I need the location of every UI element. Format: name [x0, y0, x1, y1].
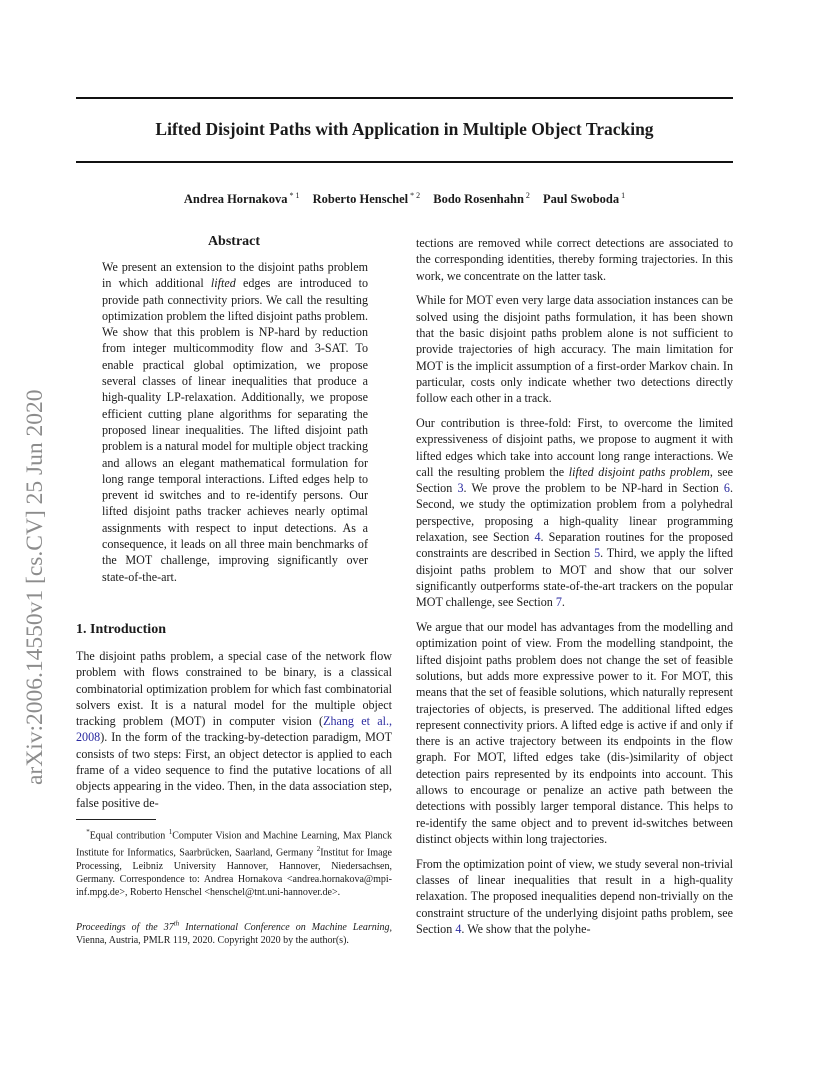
title-rule-bottom: [76, 161, 733, 163]
section-link[interactable]: 4: [455, 921, 462, 936]
section-link[interactable]: 3: [457, 481, 464, 496]
section-link[interactable]: 4: [534, 530, 541, 545]
body-paragraph: While for MOT even very large data association instances can be solved using the disjoint paths formulation, it has been shown that the basic disjoint paths problem alone is not sufficient to provide trajectories of high accuracy. The main limitation for MOT is the implicit assumption of a first-order Markov chain. In particular, costs only indicate whether two detections directly follow each other in a track.: [416, 293, 733, 406]
section-link[interactable]: 6: [723, 481, 730, 496]
author-affiliation: * 1: [289, 191, 300, 200]
title-rule-top: [76, 97, 733, 99]
abstract-text: We present an extension to the disjoint paths problem in which additional lifted edges are introduced to provide path connectivity priors. We call the resulting optimization problem the lifted disjoint paths problem. We show that this problem is NP-hard by reduction from integer multicommodity flow and 3-SAT. To enable practical global optimization, we propose several classes of linear inequalities that produce a high-quality LP-relaxation. Additionally, we propose efficient cutting plane algorithms for separating the proposed linear inequalities. The lifted disjoint path problem is a natural model for multiple object tracking and allows an elegant mathematical formulation for long range temporal interactions. Lifted edges help to prevent id switches and to re-identify persons. Our lifted disjoint paths tracker achieves nearly optimal assignments with respect to input detections. As a consequence, it leads on all three main benchmarks of the MOT challenge, improving significantly over state-of-the-art.: [102, 260, 368, 584]
author-affiliation: * 2: [410, 191, 421, 200]
abstract-heading: Abstract: [207, 234, 261, 249]
author-name: Andrea Hornakova: [183, 192, 288, 206]
contribution-paragraph: Our contribution is three-fold: First, to overcome the limited expressiveness of disjoint paths, we propose to augment it with lifted edges which take into account long range interactions. We call the resulting problem the lifted disjoint paths problem, see Section 3. We prove the problem to be NP-hard in Section 6. Second, we study the optimization problem from a polyhedral perspective, proposing a high-quality linear programming relaxation, see Section 4. Separation routines for the proposed constraints are described in Section 5. Third, we apply the lifted disjoint paths problem to MOT and show that our solver significantly outperforms state-of-the-art trackers on the popular MOT challenge, see Section 7.: [416, 415, 734, 610]
author-4: [543, 192, 625, 206]
intro-paragraph: The disjoint paths problem, a special case of the network flow problem with flows constrained to be binary, is a classical combinatorial optimization problem for which fast combinatorial solvers exist. It is a natural model for the multiple object tracking problem (MOT) in computer vision (Zhang et al., 2008). In the form of the tracking-by-detection paradigm, MOT consists of two steps: First, an object detector is applied to each frame of a video sequence to find the putative locations of all objects appearing in the video. Then, in the data association step, false positive de-: [76, 648, 392, 810]
author-affiliation: 2: [525, 191, 530, 200]
body-paragraph: We argue that our model has advantages from the modelling and optimization point of view. From the modelling standpoint, the lifted disjoint paths problem does not change the set of feasible solutions, but adds more expressive power to it. For MOT, this means that the set of feasible solutions, which naturally represent trajectories of objects, is preserved. The additional lifted edges represent connectivity priors. A lifted edge is active if and only if there is an active trajectory between its endpoints in the flow graph. For MOT, lifted edges take (dis-)similarity of object detection pairs represented by its endpoints into account. This allows to encourage or penalize an active path between the detections with possibly larger temporal distance. This helps to re-identify the same object and to prevent id-switches between distinct objects within long trajectories.: [416, 620, 733, 846]
right-column: [416, 235, 733, 946]
author-list: [76, 191, 733, 207]
author-affiliation: 1: [621, 191, 626, 200]
footnote-affiliations: *Equal contribution $^1$Computer Vision and Machine Learning, Max Planck Institute for Informatics, Saarbrücken, Saarland, Germany $^2$Institut for Image Processing, Leibniz University Hannover, Hannover, Niedersachsen, Germany. Correspondence to: Andrea Hornakova <andrea.hornakova@mpi-inf.mpg.de>, Roberto Henschel <henschel@tnt.uni-hannover.de>.: [76, 828, 392, 899]
footnote-proceedings: Proceedings of the 37th International Conference on Machine Learning, Vienna, Austria, PMLR 119, 2020. Copyright 2020 by the author(s).: [76, 919, 392, 947]
body-paragraph: From the optimization point of view, we study several non-trivial classes of linear inequalities that result in a high-quality relaxation. The proposed inequalities depend non-trivially on the constraint structure of the underlying disjoint paths problem, see Section 4. We show that the polyhe-: [416, 856, 733, 936]
author-2: [313, 192, 420, 206]
author-name: Paul Swoboda: [543, 192, 620, 206]
citation-link[interactable]: Zhang et al., 2008: [76, 714, 392, 745]
paper-title: Lifted Disjoint Paths with Application in Multiple Object Tracking: [155, 119, 654, 139]
section-heading-introduction: 1. Introduction: [76, 621, 166, 637]
author-3: [433, 192, 530, 206]
author-name: Bodo Rosenhahn: [433, 192, 524, 206]
body-paragraph: tections are removed while correct detections are associated to the corresponding identities, thereby forming trajectories. In this work, we concentrate on the latter task.: [416, 236, 733, 283]
section-link[interactable]: 7: [555, 595, 562, 610]
section-link[interactable]: 5: [594, 546, 601, 561]
author-1: [184, 192, 300, 206]
left-column: [76, 233, 392, 947]
author-name: Roberto Henschel: [312, 192, 409, 206]
arxiv-identifier: arXiv:2006.14550v1 [cs.CV] 25 Jun 2020: [22, 389, 48, 785]
footnote-divider: [76, 819, 156, 820]
